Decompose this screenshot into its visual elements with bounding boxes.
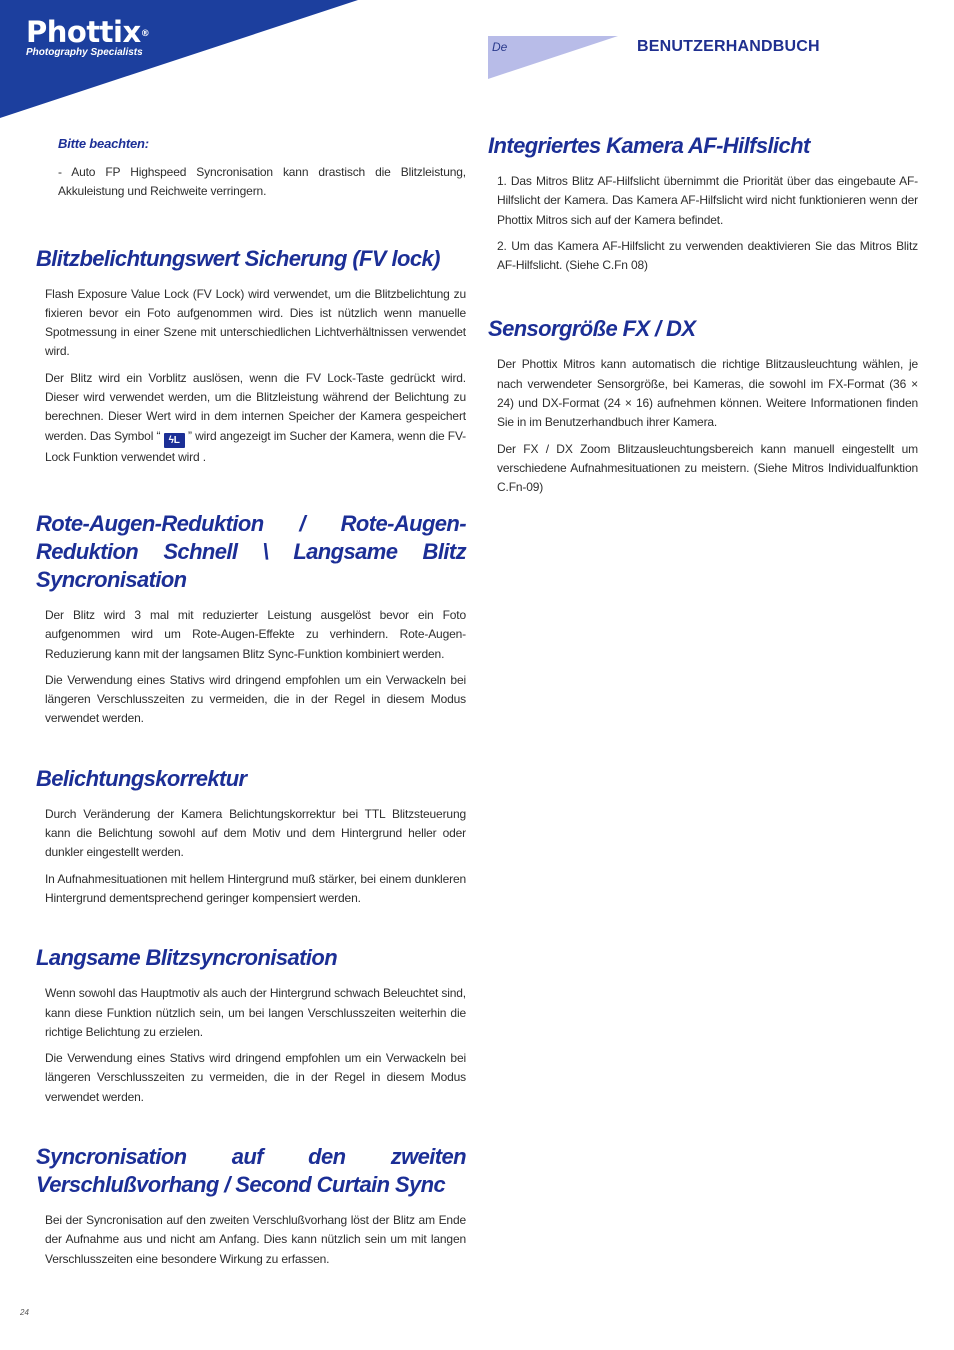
fv-lock-heading: Blitzbelichtungswert Sicherung (FV lock) [36,245,440,271]
fv-lock-paragraph-2-end: ” wird angezeigt im Sucher der Kamera, wenn die FV-Lock Funktion verwendet wird . [45,428,467,464]
manual-title: BENUTZERHANDBUCH [637,38,820,55]
af-assist-heading: Integriertes Kamera AF-Hilfslicht [488,133,810,158]
brand-name: Phottix [26,15,141,49]
fv-lock-paragraph-2 [36,369,466,467]
af-assist-paragraph-2: 2. Um das Kamera AF-Hilfslicht zu verwenden deaktivieren Sie das Mitros Blitz AF-Hilfslicht. (Siehe C.Fn 08) [497,238,918,273]
fv-lock-symbol-icon: ϟL [164,433,185,448]
sensor-paragraph-1: Der Phottix Mitros kann automatisch die richtige Blitzausleuchtung wählen, je nach verwendeter Sensorgröße, bei Kameras, die sowohl im FX-Format (36 × 24) und DX-Format (24 × 16) aufnehmen können. Weitere Informationen finden Sie in im Benutzerhandbuch ihrer Kamera. [497,357,918,430]
red-eye-paragraph-2: Die Verwendung eines Stativs wird dringend empfohlen um ein Verwackeln bei längeren Verschlusszeiten zu vermeiden, die in der Regel in diesem Modus verwendet werden. [45,672,466,726]
exposure-comp-paragraph-2: In Aufnahmesituationen mit hellem Hintergrund muß stärker, bei einem dunkleren Hintergrund dementsprechend geringer kompensiert werden. [45,871,466,905]
red-eye-heading: Rote-Augen-Reduktion / Rote-Augen-Reduktion Schnell \ Langsame Blitz Syncronisation [36,510,466,592]
second-curtain-heading: Syncronisation auf den zweiten Verschlußvorhang / Second Curtain Sync [36,1144,466,1198]
af-assist-paragraph-1: 1. Das Mitros Blitz AF-Hilfslicht übernimmt die Priorität über das eingebaute AF-Hilfslicht der Kamera. Das Kamera AF-Hilfslicht wird nicht funktionieren wenn der Phottix Mitros sich auf der Kamera befindet. [497,174,918,227]
slow-sync-heading: Langsame Blitzsyncronisation [36,945,338,971]
language-tab [488,36,618,79]
note-text: - Auto FP Highspeed Syncronisation kann drastisch die Blitzleistung, Akkuleistung und Reichweite verringern. [58,165,466,199]
brand-registered-mark: ® [140,29,150,39]
language-code: De [492,40,508,54]
brand-logo [26,16,149,59]
fv-lock-paragraph-2-start: Der Blitz wird ein Vorblitz auslösen, wenn die FV Lock-Taste gedrückt wird. Dieser wird verwendet werden, um die Blitzleistung während der Belichtung zu berechnen. Dieser Wert wird in dem internen Speicher der Kamera gespeichert werden. Das Symbol “ [45,370,466,443]
red-eye-paragraph-1: Der Blitz wird 3 mal mit reduzierter Leistung ausgelöst bevor ein Foto aufgenommen wird um Rote-Augen-Effekte zu verhindern. Rote-Augen-Reduzierung kann mit der langsamen Blitz Sync-Funktion kombiniert werden. [45,607,466,661]
slow-sync-paragraph-2: Die Verwendung eines Stativs wird dringend empfohlen um ein Verwackeln bei längeren Verschlusszeiten zu vermeiden, die in der Regel in diesem Modus verwendet werden. [45,1051,466,1104]
fv-lock-paragraph-1: Flash Exposure Value Lock (FV Lock) wird verwendet, um die Blitzbelichtung zu fixieren bevor ein Foto aufgenommen wird. Dies ist nützlich wenn manuelle Spotmessung in einer Szene mit unterschiedlichen Lichtverhältnissen verwendet wird. [45,286,466,359]
second-curtain-paragraph-1: Bei der Syncronisation auf den zweiten Verschlußvorhang löst der Blitz am Ende der Aufnahme aus und nicht am Anfang. Dies kann nützlich sein um mit langen Verschlusszeiten eine besondere Wirkung zu erfassen. [45,1213,466,1266]
page-number: 24 [20,1308,29,1317]
note-title: Bitte beachten: [58,136,149,151]
exposure-comp-heading: Belichtungskorrektur [36,765,247,791]
right-column [488,132,918,498]
exposure-comp-paragraph-1: Durch Veränderung der Kamera Belichtungskorrektur bei TTL Blitzsteuerung kann die Belichtung sowohl auf dem Motiv und dem Hintergrund heller oder dunkler eingestellt werden. [45,806,466,860]
brand-tagline: Photography Specialists [26,47,143,58]
left-column [36,134,466,1269]
slow-sync-paragraph-1: Wenn sowohl das Hauptmotiv als auch der Hintergrund schwach Beleuchtet sind, kann diese Funktion nützlich sein, um bei langen Verschlusszeiten weiterhin die richtige Belichtung zu erzielen. [45,986,466,1039]
sensor-heading: Sensorgröße FX / DX [488,316,696,342]
sensor-paragraph-2: Der FX / DX Zoom Blitzausleuchtungsbereich kann manuell eingestellt um verschiedene Aufnahmesituationen zu meistern. (Siehe Mitros Individualfunktion C.Fn-09) [497,441,918,495]
